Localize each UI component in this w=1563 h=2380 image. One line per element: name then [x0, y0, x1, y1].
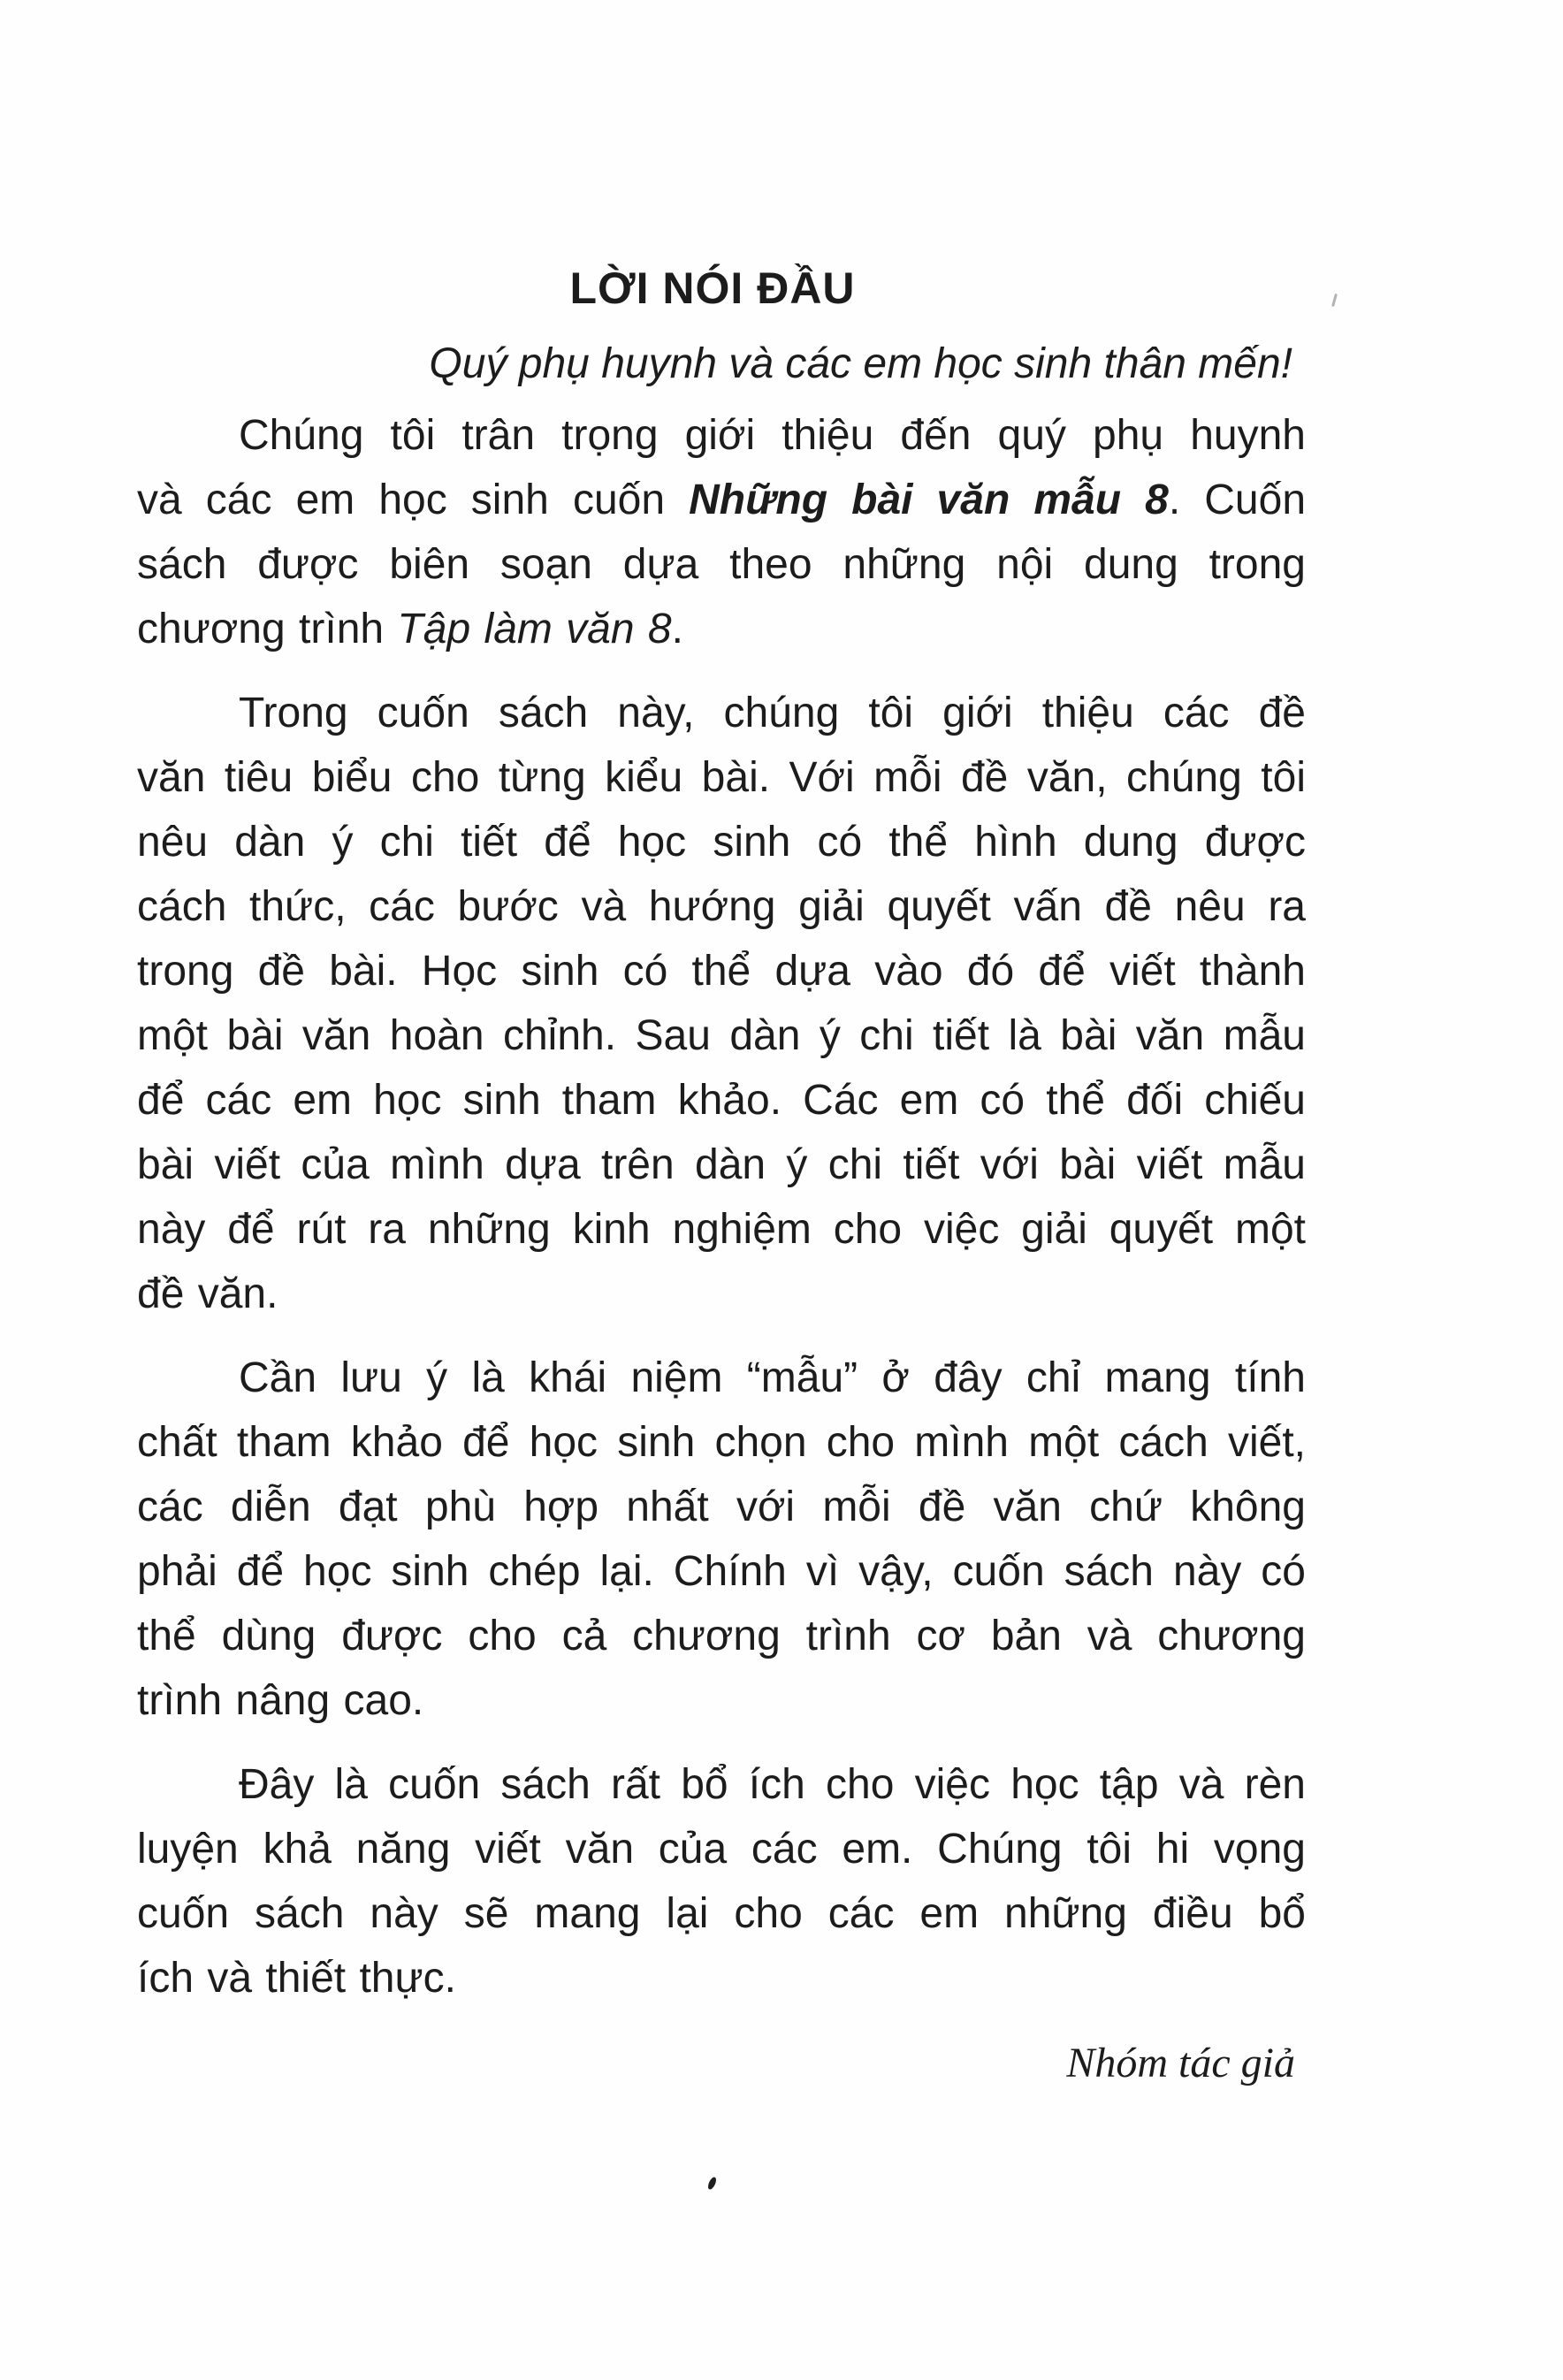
- text-segment: văn tiêu biểu cho từng kiểu bài. Với mỗi đề văn, chúng tôi: [137, 754, 1306, 801]
- text-segment: Những bài văn mẫu 8: [689, 477, 1169, 523]
- text-segment: trình nâng cao.: [137, 1677, 424, 1724]
- paragraph-line: [137, 1410, 1306, 1475]
- text-segment: . Cuốn: [1168, 477, 1307, 523]
- paragraph-line: [137, 1881, 1306, 1946]
- text-segment: chất tham khảo để học sinh chọn cho mình một cách viết,: [137, 1419, 1306, 1466]
- text-segment: cách thức, các bước và hướng giải quyết vấn đề nêu ra: [137, 883, 1306, 930]
- body-paragraphs: [137, 403, 1306, 2010]
- text-segment: các diễn đạt phù hợp nhất với mỗi đề văn chứ không: [137, 1484, 1306, 1530]
- text-segment: Tập làm văn 8: [397, 606, 672, 652]
- paragraph-line: [137, 1003, 1306, 1068]
- paragraph: [137, 403, 1306, 661]
- text-segment: thể dùng được cho cả chương trình cơ bản và chương: [137, 1613, 1306, 1659]
- text-segment: .: [671, 606, 683, 652]
- page-title: LỜI NÓI ĐẦU: [569, 263, 856, 313]
- paragraph: [137, 1346, 1306, 1733]
- text-segment: Trong cuốn sách này, chúng tôi giới thiệu các đề: [239, 690, 1306, 736]
- text-segment: bài viết của mình dựa trên dàn ý chi tiết với bài viết mẫu: [137, 1141, 1306, 1188]
- text-segment: phải để học sinh chép lại. Chính vì vậy, cuốn sách này có: [137, 1548, 1306, 1595]
- paragraph-line: [137, 874, 1306, 939]
- paragraph-line: [137, 810, 1306, 874]
- paragraph: [137, 681, 1306, 1326]
- text-segment: Chúng tôi trân trọng giới thiệu đến quý phụ huynh: [239, 412, 1306, 459]
- scan-artifact-speck: [706, 2176, 718, 2191]
- text-segment: và các em học sinh cuốn: [137, 477, 690, 523]
- paragraph-line: [137, 1752, 1306, 1817]
- text-segment: luyện khả năng viết văn của các em. Chúng tôi hi vọng: [137, 1826, 1306, 1873]
- text-segment: đề văn.: [137, 1270, 278, 1317]
- paragraph-line: [137, 939, 1306, 1003]
- paragraph-line: [137, 745, 1306, 810]
- text-segment: Cần lưu ý là khái niệm “mẫu” ở đây chỉ mang tính: [239, 1354, 1306, 1401]
- paragraph-line: [137, 1197, 1306, 1262]
- paragraph-line: [137, 403, 1306, 468]
- paragraph-line: [137, 1133, 1306, 1197]
- text-segment: để các em học sinh tham khảo. Các em có thể đối chiếu: [137, 1077, 1306, 1124]
- salutation-line: Quý phụ huynh và các em học sinh thân mến!: [429, 340, 1292, 387]
- text-segment: chương trình: [137, 606, 398, 652]
- paragraph-line: [137, 1604, 1306, 1668]
- paragraph-line: [137, 681, 1306, 745]
- paragraph-line: [137, 1068, 1306, 1133]
- paragraph-line: [137, 1539, 1306, 1604]
- paragraph-line: [137, 1346, 1306, 1410]
- paragraph-line: [137, 1262, 1306, 1326]
- paragraph-line: [137, 1946, 1306, 2010]
- text-segment: cuốn sách này sẽ mang lại cho các em những điều bổ: [137, 1890, 1306, 1937]
- paragraph-line: [137, 532, 1306, 597]
- paragraph-line: [137, 1668, 1306, 1733]
- paragraph-line: [137, 1475, 1306, 1539]
- paragraph-line: [137, 597, 1306, 661]
- scan-artifact-tick: [1331, 294, 1338, 307]
- paragraph: [137, 1752, 1306, 2010]
- paragraph-line: [137, 1817, 1306, 1881]
- page-content: [137, 265, 1306, 2090]
- text-segment: Đây là cuốn sách rất bổ ích cho việc học tập và rèn: [239, 1761, 1306, 1808]
- text-segment: sách được biên soạn dựa theo những nội dung trong: [137, 541, 1306, 588]
- paragraph-line: [137, 468, 1306, 532]
- text-segment: nêu dàn ý chi tiết để học sinh có thể hình dung được: [137, 819, 1306, 866]
- text-segment: trong đề bài. Học sinh có thể dựa vào đó để viết thành: [137, 948, 1306, 995]
- author-signature: Nhóm tác giả: [1066, 2040, 1295, 2086]
- text-segment: một bài văn hoàn chỉnh. Sau dàn ý chi tiết là bài văn mẫu: [137, 1012, 1306, 1059]
- text-segment: ích và thiết thực.: [137, 1955, 456, 2002]
- text-segment: này để rút ra những kinh nghiệm cho việc giải quyết một: [137, 1206, 1306, 1253]
